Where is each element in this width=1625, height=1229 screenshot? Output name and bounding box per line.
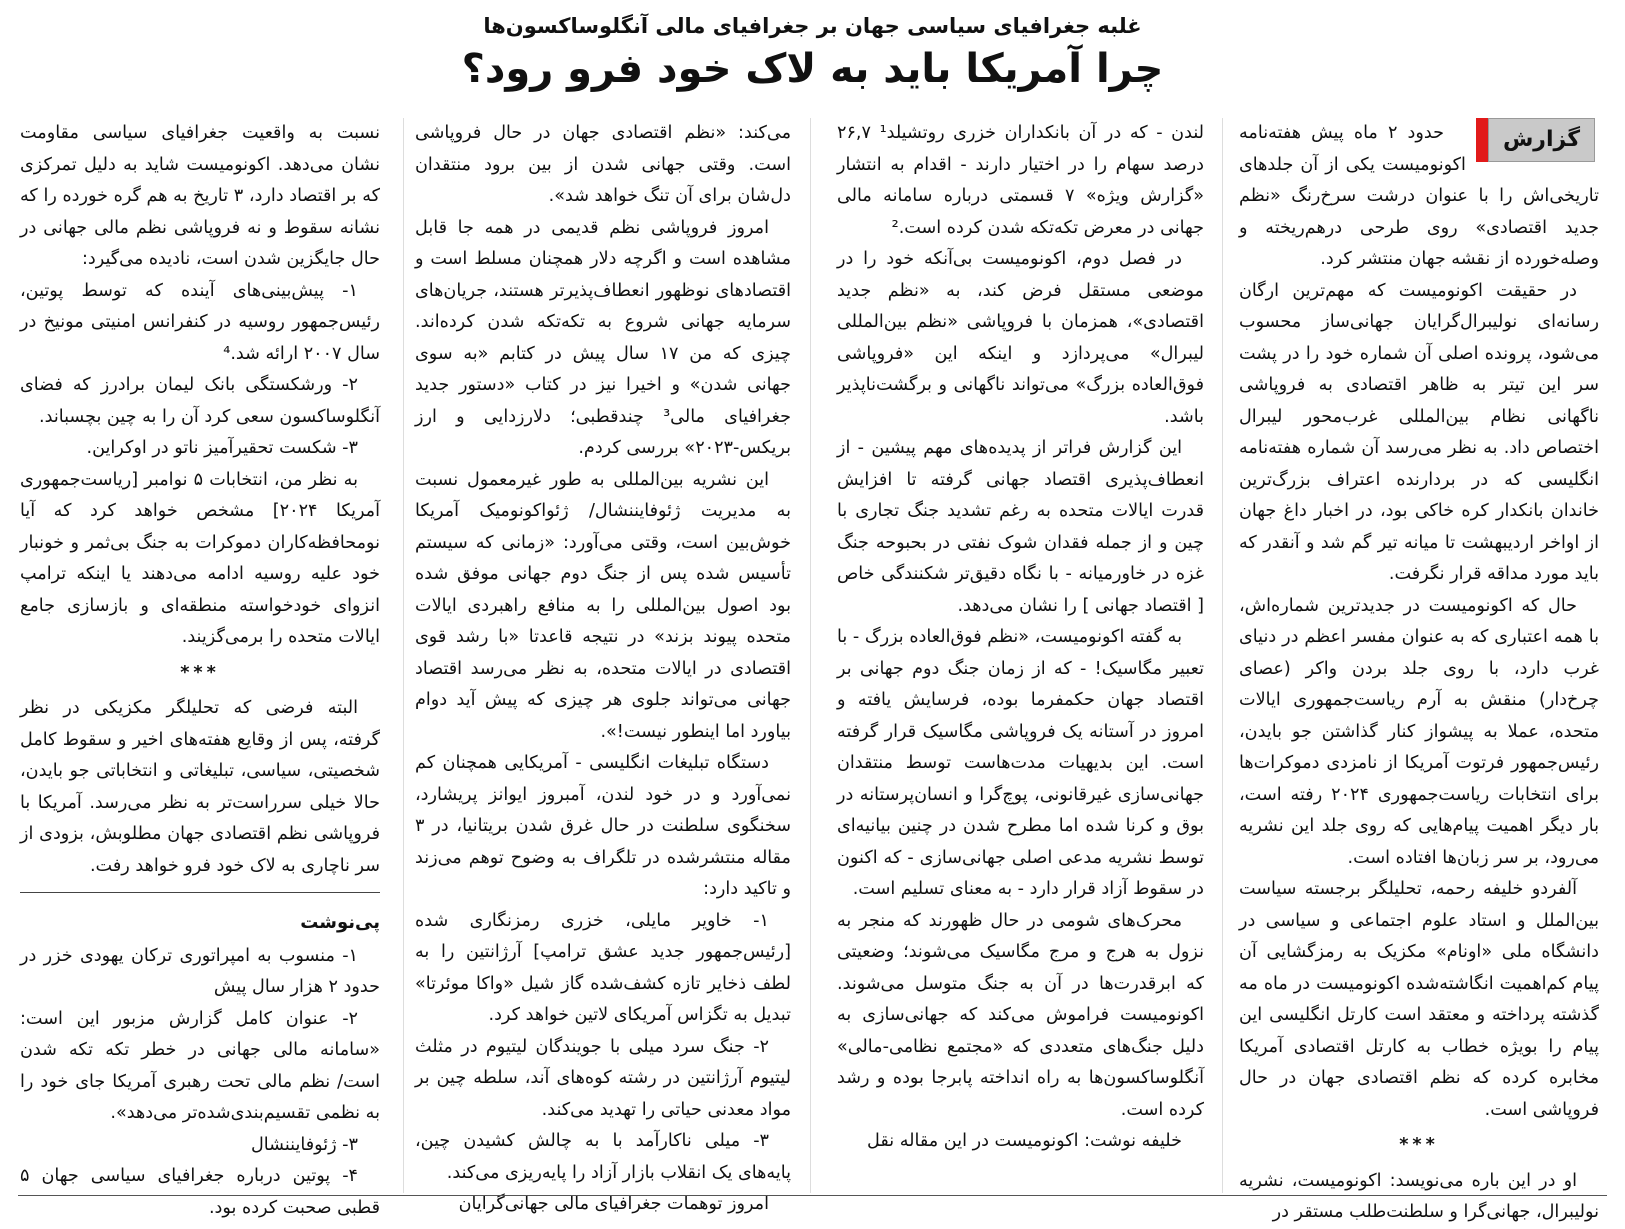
- article-headline: چرا آمریکا باید به لاک خود فرو رود؟: [461, 46, 1164, 92]
- footnote-item: ۲- عنوان کامل گزارش مزبور این است: «سامانه مالی جهانی در خطر تکه تکه شدن است/ نظم مالی تحت رهبری آمریکا جای خود را به نظمی تقسیم‌بندی‌شده‌تر می‌دهد».: [20, 1008, 380, 1123]
- paragraph: او در این باره می‌نویسد: اکونومیست، نشریه نولیبرال، جهانی‌گرا و سلطنت‌طلب مستقر در: [1239, 1170, 1599, 1222]
- paragraph: به گفته اکونومیست، «نظم فوق‌العاده بزرگ - با تعبیر مگاسیک! - که از زمان جنگ دوم جهانی بر اقتصاد جهان حکمفرما بوده، فرسایش یافته و امروز در آستانه یک فروپاشی مگاسیک قرار گرفته است. این بدیهیات مدت‌هاست توسط منتقدان جهانی‌سازی غیرقانونی، پوچ‌گرا و انسان‌پرستانه در بوق و کرنا شده اما مطرح شدن در چنین بیانیه‌ای توسط نشریه مدعی اصلی جهانی‌سازی - که اکنون در سقوط آزاد قرار دارد - به معنای تسلیم است.: [837, 627, 1204, 899]
- list-item: ۳- میلی ناکارآمد با به چالش کشیدن چین، پایه‌های یک انقلاب بازار آزاد را پایه‌ریزی می‌کند.: [415, 1131, 791, 1183]
- paragraph: می‌کند: «نظم اقتصادی جهان در حال فروپاشی است. وقتی جهانی شدن از بین برود منتقدان دل‌شان برای آن تنگ خواهد شد».: [415, 123, 791, 206]
- article-header: [0, 0, 1625, 110]
- paragraph: این نشریه بین‌المللی به طور غیرمعمول نسبت به مدیریت ژئوفایننشال/ ژئواکونومیک آمریکا خوش‌بین است، وقتی می‌آورد: «زمانی که سیستم تأسیس شده پس از جنگ دوم جهانی موفق شده بود اصول بین‌المللی را به منافع راهبردی ایالات متحده پیوند بزند» در نتیجه قاعدتا «با رشد قوی اقتصادی در ایالات متحده، به نظر می‌رسد اقتصاد جهانی می‌تواند جلوی هر چیزی که پیش آید دوام بیاورد اما اینطور نیست!».: [415, 469, 791, 742]
- paragraph: آلفردو خلیفه رحمه، تحلیلگر برجسته سیاست بین‌الملل و استاد علوم اجتماعی و سیاسی در دانشگاه ملی «اونام» مکزیک به رمزگشایی آن پیام کم‌اهمیت انگاشته‌شده اکونومیست در ماه مه گذشته پرداخته و معتقد است کارتل انگلیسی این پیام را بویژه خطاب به کارتل اقتصادی آمریکا مخابره کرده که نظم اقتصادی جهان در حال فروپاشی است.: [1239, 879, 1599, 1120]
- article-column-3: [415, 118, 791, 1214]
- article-column-4: [20, 118, 381, 1218]
- list-item: ۳- شکست تحقیرآمیز ناتو در اوکراین.: [86, 438, 358, 458]
- section-separator: ***: [1399, 1135, 1439, 1155]
- paragraph: به نظر من، انتخابات ۵ نوامبر [ریاست‌جمهوری آمریکا ۲۰۲۴] مشخص خواهد کرد که آیا نومحافظه‌کاران دموکرات به جنگ بی‌ثمر و خونبار خود علیه روسیه ادامه می‌دهند یا اینکه ترامپ انزوای خودخواسته منطقه‌ای و بازسازی جامع ایالات متحده را برمی‌گزیند.: [20, 469, 380, 647]
- paragraph: دستگاه تبلیغات انگلیسی - آمریکایی همچنان کم نمی‌آورد و در خود لندن، آمبروز ایوانز پریشارد، سخنگوی سلطنت در حال غرق شدن بریتانیا، در ۳ مقاله منتشرشده در تلگراف به وضوح توهم می‌زند و تاکید دارد:: [415, 753, 791, 899]
- paragraph: امروز فروپاشی نظم قدیمی در همه جا قابل مشاهده است و اگرچه دلار همچنان مسلط است و اقتصادهای نوظهور انعطاف‌پذیرتر هستند، جریان‌های سرمایه جهانی شروع به تکه‌تکه شدن کرده‌اند. چیزی که من ۱۷ سال پیش در کتابم «به سوی جهانی شدن» و اخیرا نیز در کتاب «دستور جدید جغرافیای مالی³ چندقطبی؛ دلارزدایی و ارز بریکس-۲۰۲۳» بررسی کردم.: [415, 217, 791, 458]
- paragraph: البته فرضی که تحلیلگر مکزیکی در نظر گرفته، پس از وقایع هفته‌های اخیر و سقوط کامل شخصیتی، سیاسی، تبلیغاتی و انتخاباتی جو بایدن، حالا خیلی سرراست‌تر به نظر می‌رسد. آمریکا با فروپاشی نظم اقتصادی جهان مطلوبش، بزودی از سر ناچاری به لاک خود فرو خواهد رفت.: [20, 698, 380, 876]
- section-accent-bar: [1476, 118, 1488, 162]
- paragraph: در فصل دوم، اکونومیست بی‌آنکه خود را در موضعی مستقل فرض کند، به «نظم جدید اقتصادی»، همزمان با فروپاشی «نظم بین‌المللی لیبرال» می‌پردازد و اینکه این «فروپاشی فوق‌العاده بزرگ» می‌تواند ناگهانی و برگشت‌ناپذیر باشد.: [837, 249, 1204, 427]
- footnotes-title: پی‌نوشت: [300, 912, 380, 933]
- section-label: گزارش: [1488, 118, 1595, 162]
- paragraph: حال که اکونومیست در جدیدترین شماره‌اش، با همه اعتباری که به عنوان مفسر اعظم در دنیای غرب دارد، با روی جلد بردن واکر (عصای چرخ‌دار) منقش به آرم ریاست‌جمهوری ایالات متحده، عملا به پیشواز کنار گذاشتن جو بایدن، رئیس‌جمهور فرتوت آمریکا از نامزدی دموکرات‌ها برای انتخابات ریاست‌جمهوری ۲۰۲۴ رفته است، بار دیگر اهمیت پیام‌هایی که روی جلد این نشریه می‌رود، بر سر زبان‌ها افتاده است.: [1239, 595, 1599, 868]
- column-divider: [810, 118, 811, 1193]
- list-item: ۱- خاویر مایلی، خزری رمزنگاری شده [رئیس‌جمهور جدید عشق ترامپ] آرژانتین را به لطف ذخایر تازه کشف‌شده گاز شیل «واکا موئرتا» تبدیل به تگزاس آمریکای لاتین خواهد کرد.: [415, 910, 791, 1025]
- paragraph: این گزارش فراتر از پدیده‌های مهم پیشین - از انعطاف‌پذیری اقتصاد جهانی گرفته تا افزایش قدرت ایالات متحده به رغم تشدید جنگ تجاری با چین و از جمله فقدان شوک نفتی در بحبوحه جنگ غزه در خاورمیانه - با نگاه دقیق‌تر شکنندگی خاص [ اقتصاد جهانی ] را نشان می‌دهد.: [837, 438, 1204, 616]
- footnote-divider: [20, 892, 380, 893]
- paragraph: حدود ۲ ماه پیش هفته‌نامه اکونومیست یکی از آن جلدهای تاریخی‌اش را با عنوان درشت سرخ‌رنگ «نظم جدید اقتصادی» روی طرحی درهم‌ریخته و وصله‌خورده از نقشه جهان منتشر کرد.: [1239, 123, 1599, 269]
- footnote-item: ۴- پوتین درباره جغرافیای سیاسی جهان ۵ قطبی صحبت کرده بود.: [20, 1166, 380, 1218]
- paragraph: در حقیقت اکونومیست که مهم‌ترین ارگان رسانه‌ای نولیبرال‌گرایان جهانی‌ساز محسوب می‌شود، پرونده اصلی آن شماره خود را در پشت سر این تیتر به ظاهر اقتصادی به فروپاشی ناگهانی نظام بین‌المللی غرب‌محور لیبرال اختصاص داد. به نظر می‌رسد آن شماره هفته‌نامه انگلیسی که در بردارنده اعتراف بزرگ‌ترین خاندان بانکدار کره خاکی بود، در اخبار داغ جهان از اواخر اردیبهشت تا میانه تیر گم شد و آنقدر که باید مورد مداقه قرار نگرفت.: [1239, 280, 1599, 584]
- list-item: ۲- ورشکستگی بانک لیمان برادرز که فضای آنگلوساکسون سعی کرد آن را به چین بچسباند.: [20, 375, 380, 427]
- article-kicker: غلبه جغرافیای سیاسی جهان بر جغرافیای مالی آنگلوساکسون‌ها: [483, 14, 1142, 38]
- section-badge: [1476, 118, 1599, 162]
- paragraph: امروز توهمات جغرافیای مالی جهانی‌گرایان: [458, 1194, 769, 1214]
- page-bottom-rule: [18, 1195, 1607, 1196]
- paragraph: خلیفه نوشت: اکونومیست در این مقاله نقل: [867, 1131, 1182, 1151]
- list-item: ۲- جنگ سرد میلی با جویندگان لیتیوم در مثلث لیتیوم آرژانتین در رشته کوه‌های آند، سلطه چین بر مواد معدنی حیاتی را تهدید می‌کند.: [415, 1036, 791, 1120]
- paragraph: لندن - که در آن بانکداران خزری روتشیلد¹ ۲۶,۷ درصد سهام را در اختیار دارند - اقدام به انتشار «گزارش ویژه» ۷ قسمتی درباره سامانه مالی جهانی در معرض تکه‌تکه شدن کرده است.²: [837, 123, 1205, 238]
- paragraph: محرک‌های شومی در حال ظهورند که منجر به نزول به هرج و مرج مگاسیک می‌شوند؛ وضعیتی که ابرقدرت‌ها در آن به جنگ متوسل می‌شوند. اکونومیست فراموش می‌کند که جهانی‌سازی به دلیل جنگ‌های متعددی که «مجتمع نظامی-مالی» آنگلوساکسون‌ها به راه انداخته پابرجا بوده و رشد کرده است.: [837, 910, 1204, 1120]
- list-item: ۱- پیش‌بینی‌های آینده که توسط پوتین، رئیس‌جمهور روسیه در کنفرانس امنیتی مونیخ در سال ۲۰۰۷ ارائه شد.⁴: [20, 280, 380, 364]
- footnote-item: ۳- ژئوفایننشال: [250, 1134, 358, 1155]
- paragraph: نسبت به واقعیت جغرافیای سیاسی مقاومت نشان می‌دهد. اکونومیست شاید به دلیل تمرکزی که بر اقتصاد دارد، ۳ تاریخ به هم گره خورده را که نشانه سقوط و نه فروپاشی نظم مالی جهانی در حال جایگزین شدن است، نادیده می‌گیرد:: [20, 123, 381, 269]
- article-column-2: [837, 118, 1204, 1208]
- article-column-1: [1239, 118, 1599, 1222]
- section-separator: ***: [180, 662, 220, 683]
- footnote-item: ۱- منسوب به امپراتوری ترکان یهودی خزر در حدود ۲ هزار سال پیش: [20, 945, 380, 997]
- column-divider: [1222, 118, 1223, 1193]
- column-divider: [403, 118, 404, 1193]
